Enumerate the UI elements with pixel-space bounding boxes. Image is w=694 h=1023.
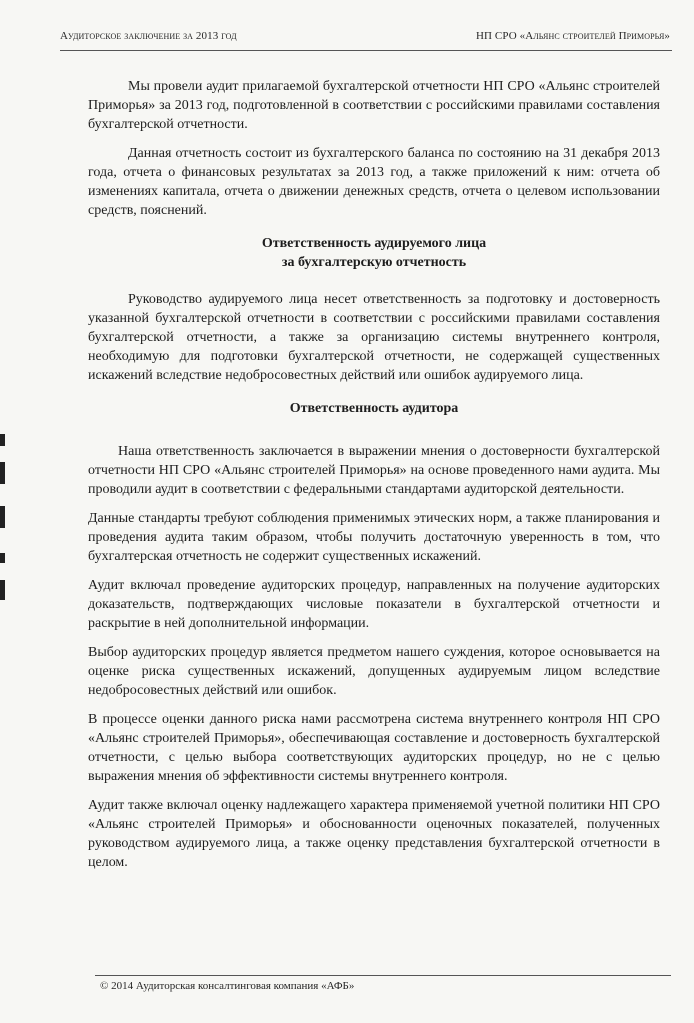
section2-paragraph-3: Аудит включал проведение аудиторских процедур, направленных на получение аудиторских доказательств, подтверждающих числовые показатели в бухгалтерской отчетности и раскрытие в ней дополнительной информации. xyxy=(88,578,660,631)
document-body xyxy=(88,77,660,882)
section1-paragraph: Руководство аудируемого лица несет ответственность за подготовку и достоверность указанной бухгалтерской отчетности в соответствии с российскими правилами составления бухгалтерской отчетности, а также за организацию системы внутреннего контроля, необходимую для подготовки бухгалтерской отчетности, не содержащей существенных искажений вследствие недобросовестных действий или ошибок аудируемого лица. xyxy=(88,292,660,383)
page-header xyxy=(60,30,670,48)
footer-divider xyxy=(95,975,671,976)
section1-title-line1: Ответственность аудируемого лица xyxy=(261,236,487,251)
section2-paragraph-5: В процессе оценки данного риска нами рассмотрена система внутреннего контроля НП СРО «Альянс строителей Приморья», обеспечивающая составление и достоверность бухгалтерской отчетности, с целью выбора соответствующих аудиторских процедур, но не с целью выражения мнения об эффективности системы внутреннего контроля. xyxy=(88,712,660,784)
section2-paragraph-6: Аудит также включал оценку надлежащего характера применяемой учетной политики НП СРО «Альянс строителей Приморья» и обоснованности оценочных показателей, полученных руководством аудируемого лица, а также оценку представления бухгалтерской отчетности в целом. xyxy=(88,798,660,870)
header-left: Аудиторское заключение за 2013 год xyxy=(60,30,237,42)
section-title-auditee-responsibility xyxy=(88,234,660,272)
section-title-auditor-responsibility: Ответственность аудитора xyxy=(289,401,459,416)
header-right: НП СРО «Альянс строителей Приморья» xyxy=(475,30,670,42)
section2-paragraph-1: Наша ответственность заключается в выражении мнения о достоверности бухгалтерской отчетности НП СРО «Альянс строителей Приморья» на основе проведенного нами аудита. Мы проводили аудит в соответствии с федеральными стандартами аудиторской деятельности. xyxy=(88,444,660,497)
section1-title-line2: за бухгалтерскую отчетность xyxy=(281,255,467,270)
header-divider xyxy=(60,50,672,51)
binding-holes xyxy=(0,0,6,1023)
intro-paragraph-2: Данная отчетность состоит из бухгалтерского баланса по состоянию на 31 декабря 2013 года, отчета о финансовых результатах за 2013 год, а также приложений к ним: отчета об изменениях капитала, отчета о движении денежных средств, отчета о целевом использовании средств, пояснений. xyxy=(88,146,660,218)
intro-paragraph-1: Мы провели аудит прилагаемой бухгалтерской отчетности НП СРО «Альянс строителей Приморья» за 2013 год, подготовленной в соответствии с российскими правилами составления бухгалтерской отчетности. xyxy=(88,79,660,132)
page-footer: © 2014 Аудиторская консалтинговая компания «АФБ» xyxy=(100,980,355,992)
section2-paragraph-4: Выбор аудиторских процедур является предметом нашего суждения, которое основывается на оценке риска существенных искажений, допущенных аудируемым лицом вследствие недобросовестных действий или ошибок. xyxy=(88,645,660,698)
section2-paragraph-2: Данные стандарты требуют соблюдения применимых этических норм, а также планирования и проведения аудита таким образом, чтобы получить достаточную уверенность в том, что бухгалтерская отчетность не содержит существенных искажений. xyxy=(88,511,660,564)
